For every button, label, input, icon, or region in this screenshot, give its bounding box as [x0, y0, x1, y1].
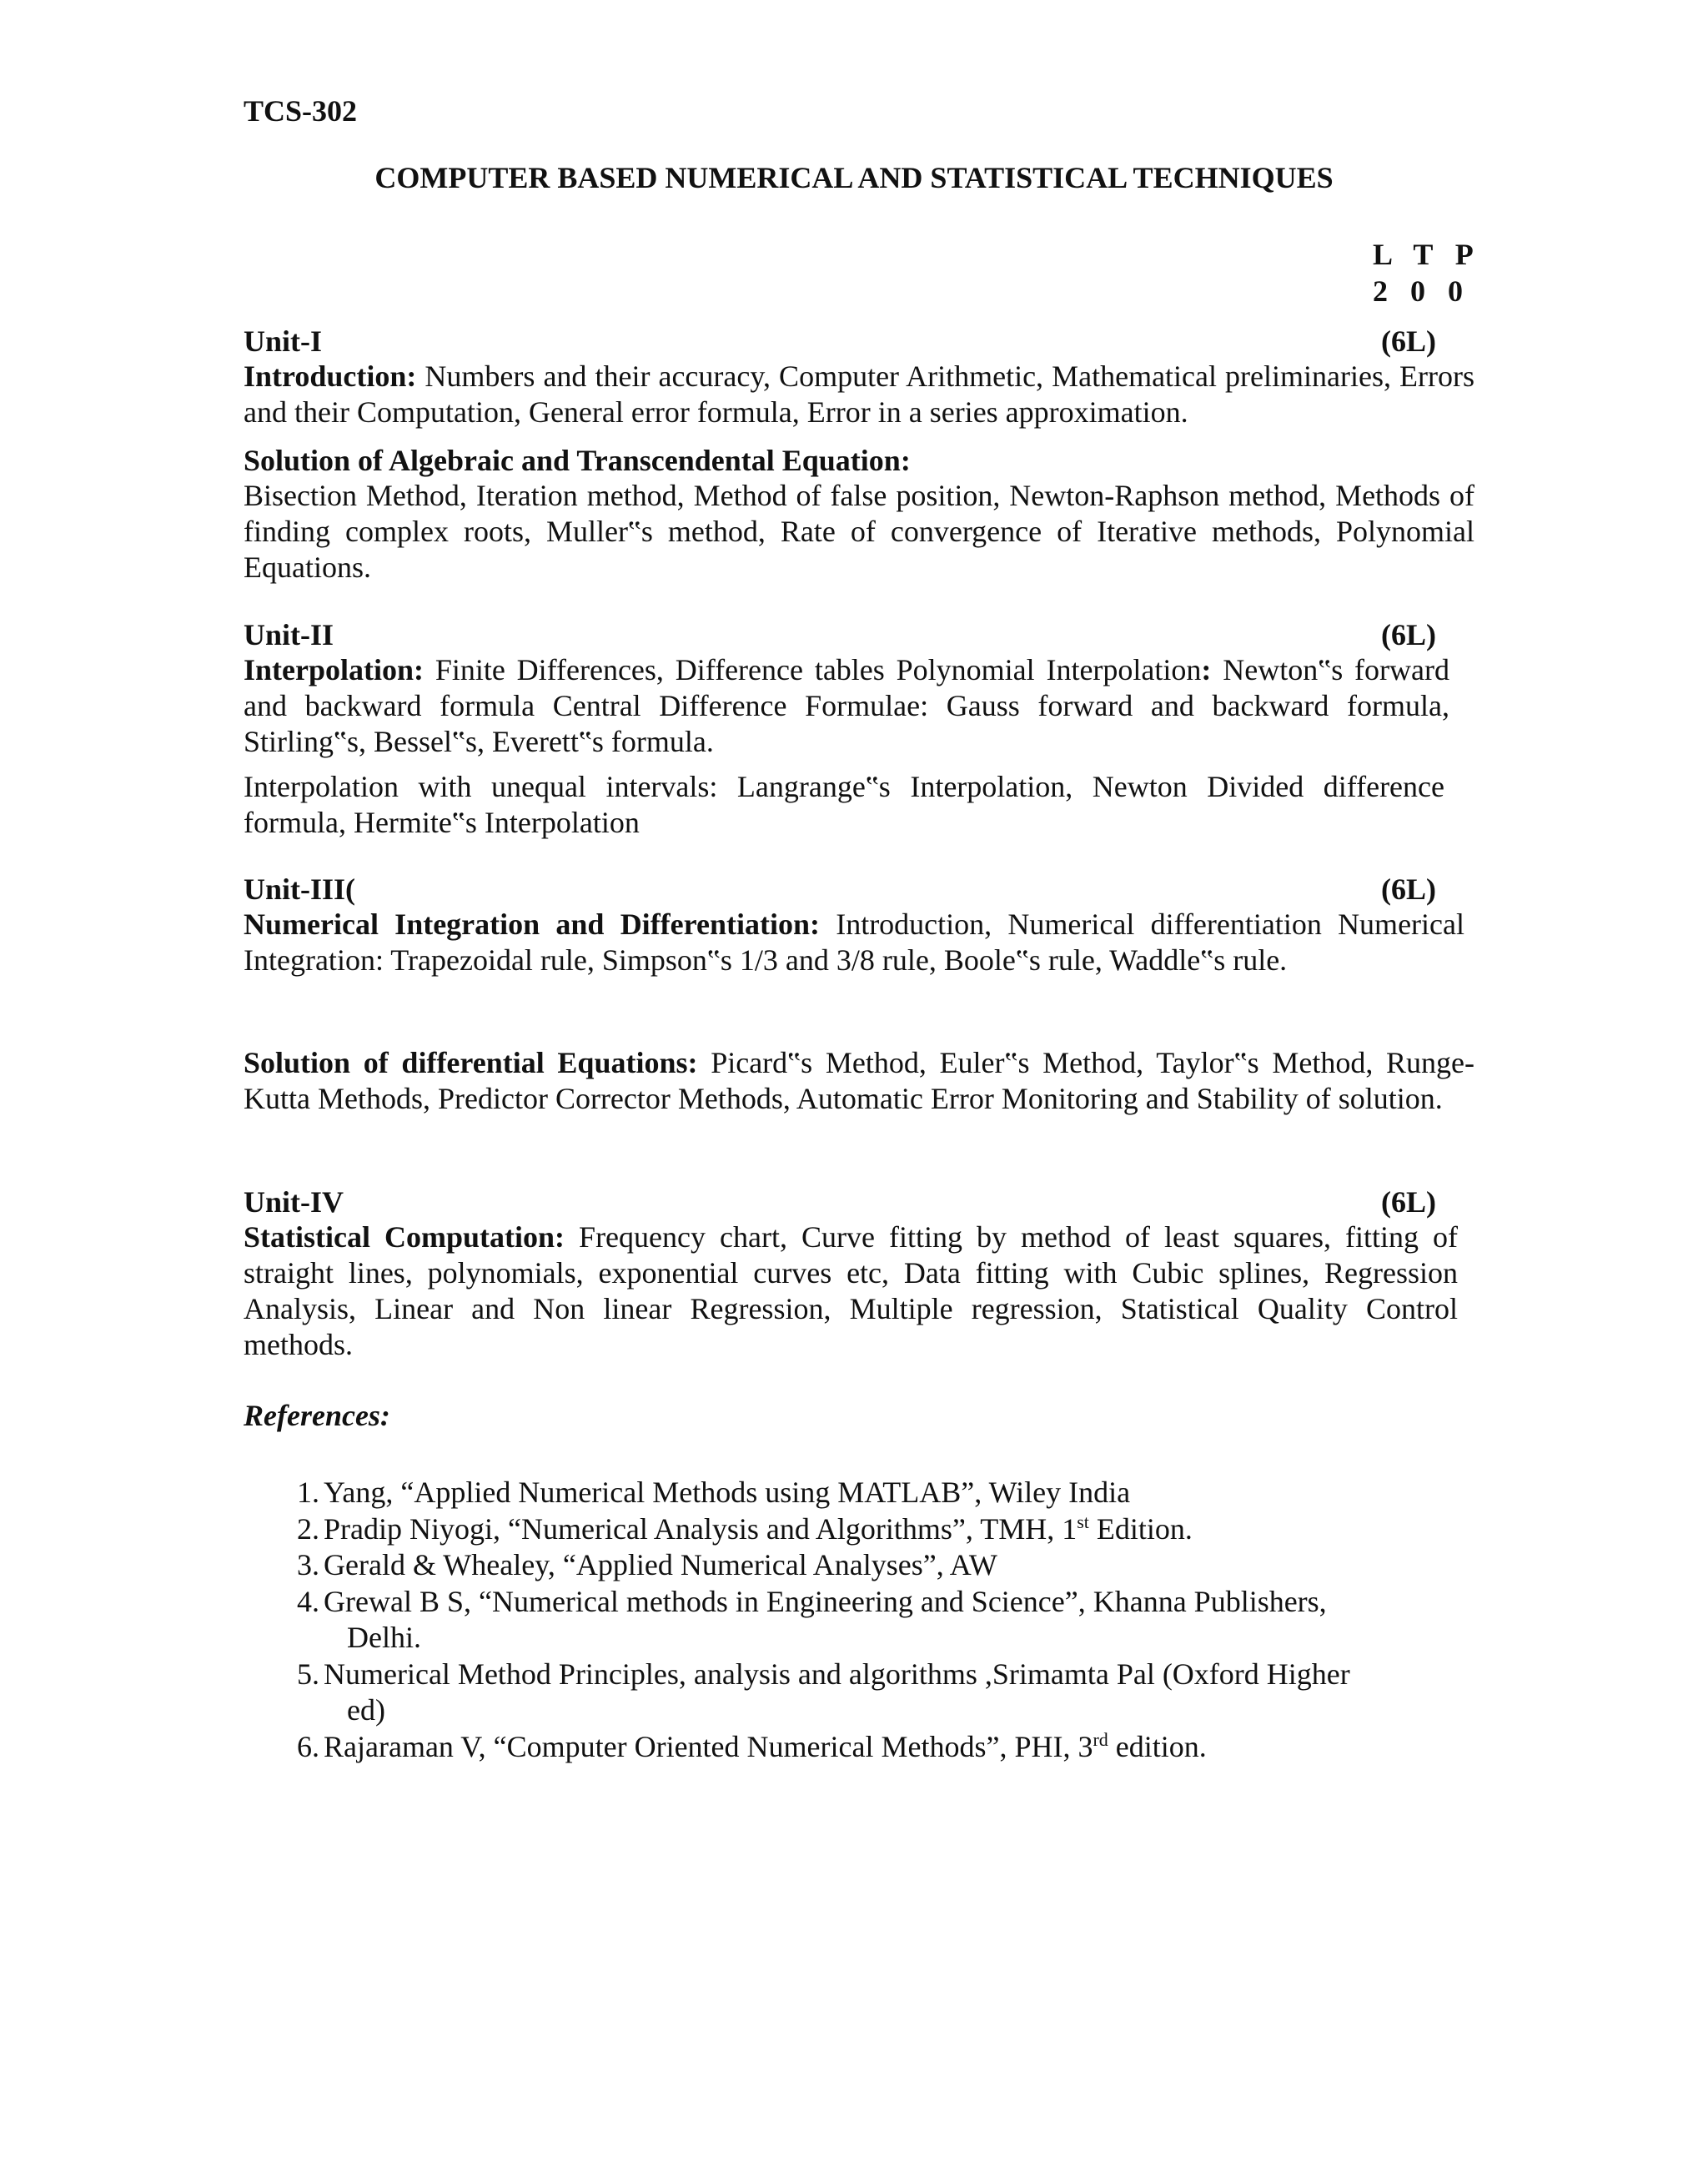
unit-1-heading	[244, 324, 1436, 359]
ltp-block	[1373, 236, 1481, 309]
reference-number: 6.	[297, 1729, 319, 1763]
unit-2-unequal-intervals: Interpolation with unequal intervals: Langrange‟s Interpolation, Newton Divided difference formula, Hermite‟s Interpolation	[244, 770, 1444, 839]
unit-4-intro-label: Statistical Computation:	[244, 1220, 565, 1254]
unit-4-heading	[244, 1184, 1436, 1219]
reference-item	[297, 1475, 1431, 1511]
reference-text: Yang, “Applied Numerical Methods using MATLAB”, Wiley India	[324, 1476, 1131, 1509]
course-title: COMPUTER BASED NUMERICAL AND STATISTICAL TECHNIQUES	[374, 161, 1334, 194]
ltp-values: 2 0 0	[1373, 274, 1470, 308]
reference-item	[297, 1584, 1431, 1657]
ltp-labels: L T P	[1373, 238, 1481, 271]
reference-text: Grewal B S, “Numerical methods in Engineering and Science”, Khanna Publishers, Delhi.	[324, 1584, 1431, 1657]
reference-continuation: ed)	[347, 1693, 385, 1727]
unit-2-intro-label: Interpolation:	[244, 653, 424, 686]
reference-superscript: rd	[1093, 1728, 1108, 1750]
unit-3-title: Unit-III(	[244, 872, 356, 906]
unit-3-differential-equations	[244, 1045, 1474, 1117]
references-title: References:	[244, 1399, 390, 1432]
reference-text: Rajaraman V, “Computer Oriented Numerical Methods”, PHI, 3rd edition.	[324, 1728, 1207, 1763]
unit-1-hours: (6L)	[1381, 324, 1436, 358]
unit-1-introduction	[244, 359, 1474, 430]
unit-2-title: Unit-II	[244, 618, 334, 651]
unit-1-intro-text: Numbers and their accuracy, Computer Arithmetic, Mathematical preliminaries, Errors and their Computation, General error formula, Error in a series approximation.	[244, 359, 1474, 429]
unit-3-sub-label: Solution of differential Equations:	[244, 1046, 698, 1079]
unit-2-intro-text-a: Finite Differences, Difference tables Polynomial Interpolation	[424, 653, 1202, 686]
unit-2-hours: (6L)	[1381, 618, 1436, 651]
references-list	[297, 1475, 1431, 1765]
course-code: TCS-302	[244, 94, 358, 128]
unit-3-integration	[244, 907, 1464, 978]
reference-number: 5.	[297, 1657, 319, 1691]
reference-number: 1.	[297, 1476, 319, 1509]
unit-1-sub-heading	[244, 443, 1474, 479]
unit-4-hours: (6L)	[1381, 1185, 1436, 1219]
unit-4-intro-text: Frequency chart, Curve fitting by method of least squares, fitting of straight lines, polynomials, exponential curves etc, Data fitting with Cubic splines, Regression Analysis, Linear and Non linear Regression, Multiple regression, Statistical Quality Control methods.	[244, 1220, 1459, 1361]
unit-2-intro-colon: :	[1201, 653, 1212, 686]
unit-3-intro-label: Numerical Integration and Differentiation:	[244, 908, 820, 941]
unit-3-hours: (6L)	[1381, 872, 1436, 906]
reference-item	[297, 1729, 1431, 1766]
reference-item	[297, 1511, 1431, 1548]
reference-text: Gerald & Whealey, “Applied Numerical Analyses”, AW	[324, 1548, 997, 1581]
unit-3-sub-text: Picard‟s Method, Euler‟s Method, Taylor‟s Method, Runge-Kutta Methods, Predictor Corrector Methods, Automatic Error Monitoring and Stability of solution.	[244, 1046, 1474, 1115]
unit-2-intro-text-b: Newton‟s forward and backward formula Central Difference Formulae: Gauss forward and backward formula, Stirling‟s, Bessel‟s, Everett‟s formula.	[244, 653, 1449, 758]
reference-number: 2.	[297, 1511, 319, 1546]
unit-3-intro-text: Introduction, Numerical differentiation Numerical Integration: Trapezoidal rule, Simpson‟s 1/3 and 3/8 rule, Boole‟s rule, Waddle‟s rule.	[244, 908, 1464, 977]
reference-text: Numerical Method Principles, analysis and algorithms ,Srimamta Pal (Oxford Higher ed)	[324, 1657, 1431, 1729]
unit-2-interpolation	[244, 652, 1449, 760]
reference-text: Pradip Niyogi, “Numerical Analysis and Algorithms”, TMH, 1st Edition.	[324, 1511, 1193, 1546]
unit-1-sub-text: Bisection Method, Iteration method, Method of false position, Newton-Raphson method, Methods of finding complex roots, Muller‟s method, Rate of convergence of Iterative methods, Polynomial Equations.	[244, 479, 1474, 584]
reference-item	[297, 1547, 1431, 1584]
unit-4-statistical-computation	[244, 1219, 1458, 1363]
unit-4-title: Unit-IV	[244, 1185, 344, 1219]
unit-1-intro-label: Introduction:	[244, 359, 417, 393]
unit-1-sub-label: Solution of Algebraic and Transcendental Equation:	[244, 444, 911, 477]
reference-superscript: st	[1077, 1511, 1089, 1532]
reference-continuation: Delhi.	[347, 1621, 421, 1654]
unit-2-heading	[244, 617, 1436, 652]
reference-number: 4.	[297, 1584, 319, 1618]
reference-item	[297, 1657, 1431, 1729]
unit-3-heading	[244, 872, 1436, 907]
reference-number: 3.	[297, 1548, 319, 1581]
unit-1-title: Unit-I	[244, 324, 323, 358]
